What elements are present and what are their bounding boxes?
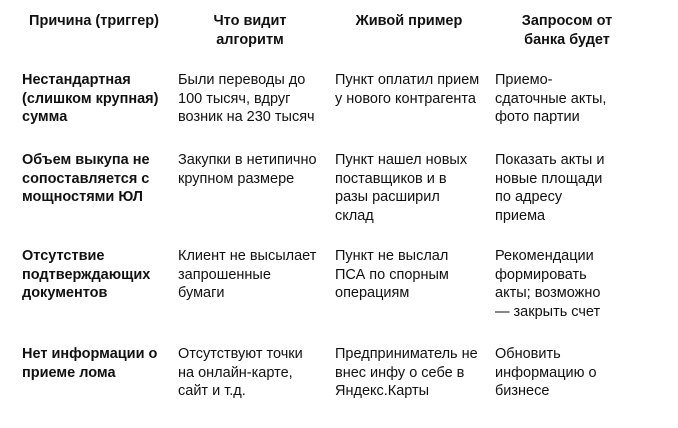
cell-request: Приемо- сдаточные акты, фото партии bbox=[495, 72, 607, 126]
cell-algorithm: Были переводы до 100 тысяч, вдруг возник на 230 тысяч bbox=[178, 72, 315, 126]
cell-example: Предприниматель не внес инфу о себе в Яндекс.Карты bbox=[335, 346, 478, 400]
cell-algorithm: Закупки в нетипично крупном размере bbox=[178, 152, 317, 187]
header-cause: Причина (триггер) bbox=[29, 13, 159, 29]
cell-example: Пункт нашел новых поставщиков и в разы расширил склад bbox=[335, 152, 468, 224]
header-example: Живой пример bbox=[355, 13, 463, 29]
cell-algorithm: Отсутствуют точки на онлайн-карте, сайт и т.д. bbox=[178, 346, 303, 400]
cell-example: Пункт не выслал ПСА по спорным операциям bbox=[335, 248, 449, 302]
cell-request: Обновить информацию о бизнесе bbox=[495, 346, 597, 400]
cell-cause: Нет информации о приеме лома bbox=[22, 346, 158, 381]
cell-cause: Объем выкупа не сопоставляется с мощностями ЮЛ bbox=[22, 152, 150, 206]
cell-request: Рекомендации формировать акты; возможно — закрыть счет bbox=[495, 248, 601, 320]
cell-request: Показать акты и новые площади по адресу приема bbox=[495, 152, 605, 224]
cell-algorithm: Клиент не высылает запрошенные бумаги bbox=[178, 248, 317, 302]
cell-example: Пункт оплатил прием у нового контрагента bbox=[335, 72, 480, 107]
header-request: Запросом от банка будет bbox=[521, 13, 613, 48]
cell-cause: Отсутствие подтверждающих документов bbox=[22, 248, 151, 302]
cell-cause: Нестандартная (слишком крупная) сумма bbox=[22, 72, 159, 126]
header-algorithm: Что видит алгоритм bbox=[213, 13, 287, 48]
